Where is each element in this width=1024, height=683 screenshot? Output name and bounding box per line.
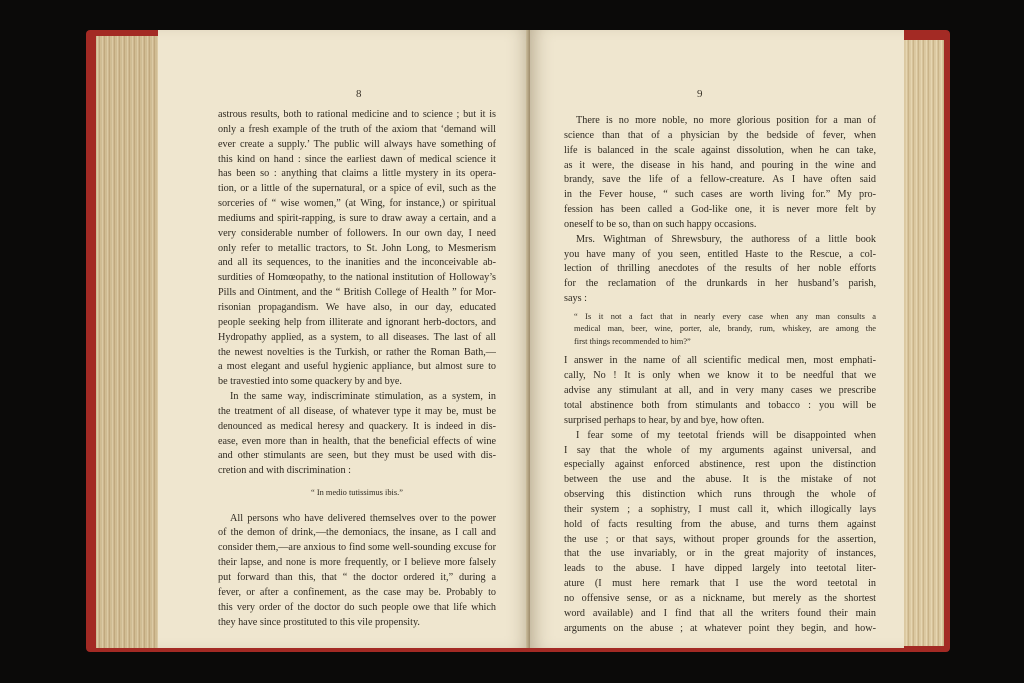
paragraph [564,114,876,233]
text-line: a most elegant and useful hygienic appliance, but almost sure to [218,361,496,373]
quote-line: medical man, beer, wine, porter, ale, brandy, rum, whiskey, are among the [574,324,876,334]
block-quote [564,311,876,349]
text-line: for the reclamation of the drunkards in her husband’s parish, [564,278,876,290]
text-line: ature (I must here remark that I use the word teetotal in [564,578,876,590]
text-line: their lapse, and none is more frequently, or I believe more falsely [218,557,496,569]
text-line: I fear some of my teetotal friends will be disappointed when [576,429,876,441]
right-text-column [564,114,876,637]
paragraph [218,108,496,390]
text-line: Hydropathy applied, as a system, to all diseases. The last of all [218,331,496,343]
text-line: the newest novelties is the Turkish, or rather the Roman Bath,— [218,346,496,358]
text-line: ease, even more than in health, that the beneficial effects of wine [218,435,496,447]
right-page-edges [900,40,944,646]
text-line: All persons who have delivered themselves over to the power [230,512,496,524]
paragraph [564,233,876,307]
text-line: mediums and spirit-rapping, is sure to draw away a certain, and a [218,212,496,224]
left-page-edges [96,36,160,648]
text-line: the use ; or that says, without proper grounds for the assertion, [564,533,876,545]
text-line: word available) and I find that all the writers found their main [564,607,876,619]
text-line: tion, or a little of the supernatural, or a spice of evil, such as the [218,183,496,195]
text-line: science than that of a physician by the bedside of fever, when [564,129,876,141]
text-line: fever, or after a confinement, as the case may be. Probably to [218,586,496,598]
text-line: this very order of the doctor do such people owe that life which [218,601,496,613]
text-line: this kind on hand : since the earliest dawn of medical science it [218,153,496,165]
text-line: leads to the abuse. I have dipped largely into teetotal liter- [564,563,876,575]
left-page [158,30,530,648]
text-line: observing this distinction which runs through the whole of [564,489,876,501]
text-line: the treatment of all disease, of whatever type it may be, must be [218,405,496,417]
text-line: sorceries of “ wise women,” (at Wing, for instance,) or spiritual [218,198,496,210]
text-line: Pills and Ointment, and the “ British College of Health ” for Mor- [218,287,496,299]
text-line: you have many of you seen, entitled Haste to the Rescue, a col- [564,248,876,260]
text-line: advise any stimulant at all, and in very many cases we prescribe [564,385,876,397]
page-number: 8 [356,88,362,100]
quote-line: “ Is it not a fact that in nearly every case when any man consults a [574,311,876,321]
paragraph [218,512,496,631]
text-line: total abstinence both from stimulants and tobacco : you will be [564,400,876,411]
text-line: has been so : anything that claims a little mystery in its opera- [218,168,496,180]
text-line: astrous results, both to rational medicine and to science ; but it is [218,109,496,120]
text-line: their system ; a sophistry, I must call it, which illogically lays [564,503,876,515]
text-line: only a fresh example of the truth of the axiom that ‘demand will [218,123,496,135]
latin-quote: “ In medio tutissimus ibis.” [311,488,403,498]
text-line: cretion and with discrimination : [218,465,351,477]
text-line: as it were, the disease in his hand, and pouring in the wine and [564,159,876,171]
text-line: only refer to metallic tractors, to St. John Long, to Mesmerism [218,242,496,254]
text-line: Mrs. Wightman of Shrewsbury, the authoress of a little book [576,233,876,245]
text-line: surprised perhaps to hear, by and bye, how often. [564,414,765,426]
text-line: very considerable number of followers. In our own day, I need [218,227,496,239]
spacer [218,500,496,512]
text-line: people seeking help from illiterate and ignorant herb-doctors, and [218,316,496,328]
text-line: and other stimulants are seen, but they must be used with dis- [218,450,496,462]
right-page [530,30,904,648]
text-line: fession has been called a God-like one, it is never more felt by [564,204,876,216]
text-line: between the use and the abuse. It is the mistake of not [564,474,876,486]
text-line: I say that the whole of my arguments against universal, and [564,444,876,456]
text-line: In the same way, indiscriminate stimulation, as a system, in [230,391,496,403]
quote-line: first things recommended to him?” [574,336,691,346]
left-text-column [218,108,496,630]
text-line: consider them,—are anxious to find some well-sounding excuse for [218,542,496,554]
page-number: 9 [697,88,703,100]
text-line: be travestied into some quackery by and bye. [218,376,402,388]
text-line: brandy, save the life of a fellow-creature. As I have often said [564,174,876,186]
paragraph [564,429,876,637]
text-line: and all its sequences, to the inanities and the inconceivable ab- [218,257,496,269]
text-line: says : [564,293,587,305]
text-line: lection of thrilling anecdotes of the results of her noble efforts [564,263,876,275]
text-line: cally, No ! It is only when we know it to be needful that we [564,370,876,382]
text-line: ever create a supply.’ The public will always have something of [218,138,496,150]
text-line: oneself to be so, than on such happy occasions. [564,218,757,230]
text-line: that the use invariably, or in the great majority of instances, [564,548,876,560]
text-line: hold of facts resulting from the abuse, and turns them against [564,518,876,530]
text-line: There is no more noble, no more glorious position for a man of [576,115,876,126]
text-line: in the Fever house, “ such cases are worth living for.” My pro- [564,189,876,201]
paragraph [218,390,496,479]
text-line: especially against enforced abstinence, rest upon the distinction [564,459,876,471]
text-line: arguments on the abuse ; at whatever point they begin, and how- [564,622,876,634]
text-line: I answer in the name of all scientific medical men, most emphati- [564,355,876,367]
text-line: risonian propagandism. We have also, in our day, educated [218,301,496,313]
text-line: of the demon of drink,—the demoniacs, the insane, as I call and [218,527,496,539]
text-line: surdities of Homœopathy, to the national institution of Holloway’s [218,272,496,284]
spacer [218,479,496,487]
text-line: they have since prostituted to this vile propensity. [218,616,420,628]
text-line: life is balanced in the scale against dissolution, when he can take, [564,144,876,156]
text-line: put forward than this, that “ the doctor ordered it,” during a [218,571,496,583]
text-line: no offensive sense, or as a nickname, but merely as the shortest [564,592,876,604]
text-line: denounced as medical heresy and quackery. It is indeed in dis- [218,420,496,432]
paragraph [564,354,876,428]
